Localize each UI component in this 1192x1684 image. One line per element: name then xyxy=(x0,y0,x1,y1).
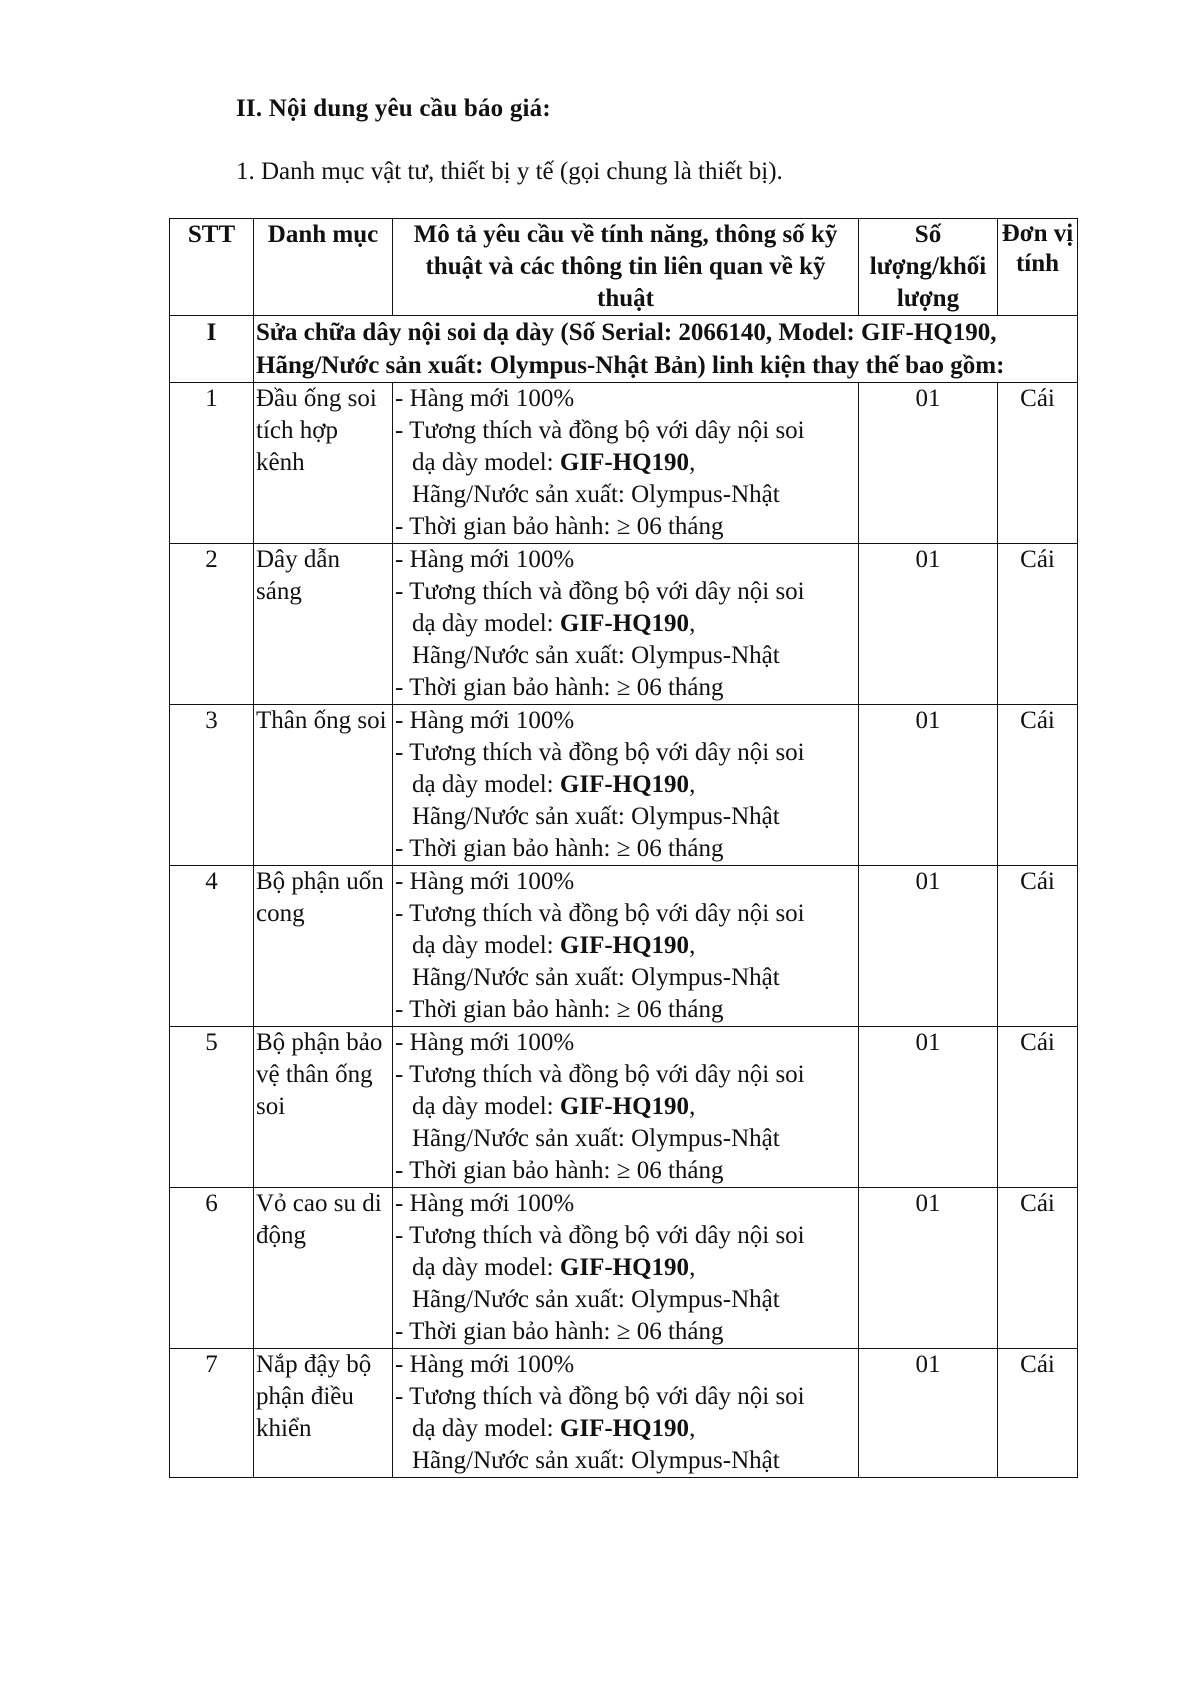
desc-model-suffix: , xyxy=(689,1415,696,1442)
row-description xyxy=(393,1027,859,1188)
desc-model-prefix: dạ dày model: xyxy=(412,1093,560,1120)
row-quantity: 01 xyxy=(859,1027,998,1188)
table-row xyxy=(170,866,1078,1027)
row-quantity: 01 xyxy=(859,383,998,544)
desc-model-code: GIF-HQ190 xyxy=(559,1093,690,1120)
row-unit: Cái xyxy=(998,1349,1078,1478)
row-quantity: 01 xyxy=(859,705,998,866)
group-row xyxy=(170,316,1078,383)
desc-line-model xyxy=(395,930,856,962)
header-qty: Số lượng/khối lượng xyxy=(859,219,998,316)
row-stt: 4 xyxy=(170,866,254,1027)
row-name: Bộ phận bảo vệ thân ống soi xyxy=(254,1027,393,1188)
row-name: Nắp đậy bộ phận điều khiển xyxy=(254,1349,393,1478)
desc-line-manufacturer: Hãng/Nước sản xuất: Olympus-Nhật xyxy=(412,1125,780,1152)
section-subheading: 1. Danh mục vật tư, thiết bị y tế (gọi chung là thiết bị). xyxy=(236,158,783,185)
desc-line-compat: - Tương thích và đồng bộ với dây nội soi xyxy=(395,1383,805,1410)
desc-line-compat: - Tương thích và đồng bộ với dây nội soi xyxy=(395,900,805,927)
row-unit: Cái xyxy=(998,1188,1078,1349)
row-description xyxy=(393,705,859,866)
desc-model-prefix: dạ dày model: xyxy=(412,771,560,798)
header-stt: STT xyxy=(170,219,254,316)
row-stt: 3 xyxy=(170,705,254,866)
desc-model-code: GIF-HQ190 xyxy=(559,610,690,637)
header-unit: Đơn vị tính xyxy=(998,219,1078,316)
desc-line-new: - Hàng mới 100% xyxy=(395,385,575,412)
desc-model-suffix: , xyxy=(689,610,696,637)
row-quantity: 01 xyxy=(859,1349,998,1478)
desc-model-suffix: , xyxy=(689,932,696,959)
row-name: Vỏ cao su di động xyxy=(254,1188,393,1349)
desc-line-model xyxy=(395,608,856,640)
desc-line-compat: - Tương thích và đồng bộ với dây nội soi xyxy=(395,578,805,605)
table-row xyxy=(170,705,1078,866)
row-stt: 7 xyxy=(170,1349,254,1478)
desc-line-manufacturer: Hãng/Nước sản xuất: Olympus-Nhật xyxy=(412,1447,780,1474)
desc-line-compat: - Tương thích và đồng bộ với dây nội soi xyxy=(395,417,805,444)
desc-line-warranty: - Thời gian bảo hành: ≥ 06 tháng xyxy=(395,1318,724,1345)
table-row xyxy=(170,1349,1078,1478)
row-unit: Cái xyxy=(998,383,1078,544)
desc-model-code: GIF-HQ190 xyxy=(559,932,690,959)
desc-model-suffix: , xyxy=(689,449,696,476)
desc-line-compat: - Tương thích và đồng bộ với dây nội soi xyxy=(395,739,805,766)
desc-model-suffix: , xyxy=(689,1254,696,1281)
desc-line-model xyxy=(395,1252,856,1284)
desc-model-prefix: dạ dày model: xyxy=(412,449,560,476)
row-description xyxy=(393,383,859,544)
row-name: Dây dẫn sáng xyxy=(254,544,393,705)
header-name: Danh mục xyxy=(254,219,393,316)
desc-line-manufacturer: Hãng/Nước sản xuất: Olympus-Nhật xyxy=(412,964,780,991)
row-name: Bộ phận uốn cong xyxy=(254,866,393,1027)
group-title: Sửa chữa dây nội soi dạ dày (Số Serial: 2066140, Model: GIF-HQ190, Hãng/Nước sản xuất: Olympus-Nhật Bản) linh kiện thay thế bao gồm: xyxy=(254,316,1078,383)
row-quantity: 01 xyxy=(859,866,998,1027)
desc-line-manufacturer: Hãng/Nước sản xuất: Olympus-Nhật xyxy=(412,642,780,669)
desc-line-new: - Hàng mới 100% xyxy=(395,1029,575,1056)
desc-model-code: GIF-HQ190 xyxy=(559,1254,690,1281)
desc-model-code: GIF-HQ190 xyxy=(559,449,690,476)
desc-line-warranty: - Thời gian bảo hành: ≥ 06 tháng xyxy=(395,513,724,540)
row-name: Đầu ống soi tích hợp kênh xyxy=(254,383,393,544)
desc-line-new: - Hàng mới 100% xyxy=(395,546,575,573)
desc-line-model xyxy=(395,1091,856,1123)
desc-line-manufacturer: Hãng/Nước sản xuất: Olympus-Nhật xyxy=(412,803,780,830)
desc-model-prefix: dạ dày model: xyxy=(412,932,560,959)
row-unit: Cái xyxy=(998,866,1078,1027)
equipment-table xyxy=(169,218,1078,1478)
group-stt: I xyxy=(170,316,254,383)
desc-line-new: - Hàng mới 100% xyxy=(395,1351,575,1378)
desc-line-warranty: - Thời gian bảo hành: ≥ 06 tháng xyxy=(395,674,724,701)
row-name: Thân ống soi xyxy=(254,705,393,866)
row-stt: 2 xyxy=(170,544,254,705)
table-row xyxy=(170,1188,1078,1349)
desc-line-model xyxy=(395,447,856,479)
row-unit: Cái xyxy=(998,705,1078,866)
header-desc: Mô tả yêu cầu về tính năng, thông số kỹ thuật và các thông tin liên quan về kỹ thuật xyxy=(393,219,859,316)
row-description xyxy=(393,544,859,705)
table-row xyxy=(170,383,1078,544)
desc-model-code: GIF-HQ190 xyxy=(559,1415,690,1442)
desc-line-new: - Hàng mới 100% xyxy=(395,1190,575,1217)
row-stt: 5 xyxy=(170,1027,254,1188)
desc-model-prefix: dạ dày model: xyxy=(412,1254,560,1281)
row-stt: 6 xyxy=(170,1188,254,1349)
section-heading: II. Nội dung yêu cầu báo giá: xyxy=(236,95,551,122)
desc-line-model xyxy=(395,1413,856,1445)
row-quantity: 01 xyxy=(859,1188,998,1349)
desc-model-suffix: , xyxy=(689,1093,696,1120)
desc-line-new: - Hàng mới 100% xyxy=(395,868,575,895)
desc-line-compat: - Tương thích và đồng bộ với dây nội soi xyxy=(395,1061,805,1088)
desc-line-warranty: - Thời gian bảo hành: ≥ 06 tháng xyxy=(395,996,724,1023)
row-quantity: 01 xyxy=(859,544,998,705)
desc-line-warranty: - Thời gian bảo hành: ≥ 06 tháng xyxy=(395,1157,724,1184)
row-description xyxy=(393,1349,859,1478)
row-stt: 1 xyxy=(170,383,254,544)
desc-line-manufacturer: Hãng/Nước sản xuất: Olympus-Nhật xyxy=(412,481,780,508)
table-row xyxy=(170,1027,1078,1188)
table-header-row xyxy=(170,219,1078,316)
desc-line-manufacturer: Hãng/Nước sản xuất: Olympus-Nhật xyxy=(412,1286,780,1313)
desc-model-prefix: dạ dày model: xyxy=(412,1415,560,1442)
row-description xyxy=(393,866,859,1027)
desc-line-warranty: - Thời gian bảo hành: ≥ 06 tháng xyxy=(395,835,724,862)
desc-line-new: - Hàng mới 100% xyxy=(395,707,575,734)
table-row xyxy=(170,544,1078,705)
row-description xyxy=(393,1188,859,1349)
desc-model-code: GIF-HQ190 xyxy=(559,771,690,798)
desc-line-model xyxy=(395,769,856,801)
desc-model-prefix: dạ dày model: xyxy=(412,610,560,637)
row-unit: Cái xyxy=(998,544,1078,705)
desc-model-suffix: , xyxy=(689,771,696,798)
desc-line-compat: - Tương thích và đồng bộ với dây nội soi xyxy=(395,1222,805,1249)
row-unit: Cái xyxy=(998,1027,1078,1188)
